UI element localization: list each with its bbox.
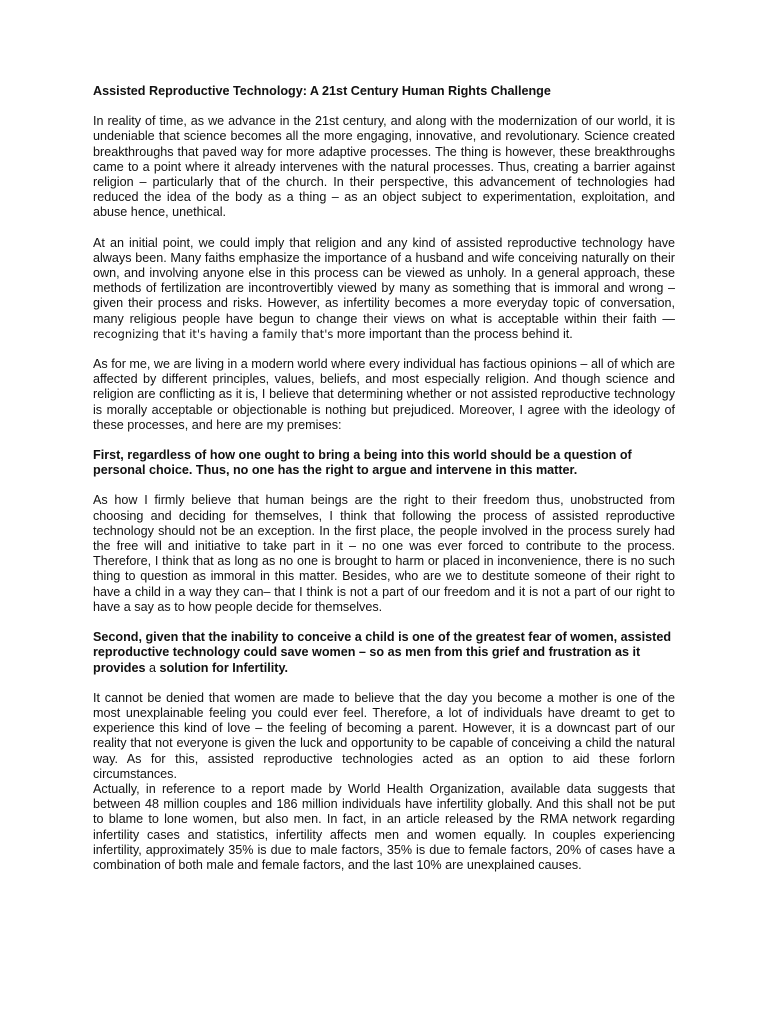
premise-two-end: solution for Infertility. bbox=[159, 660, 289, 675]
paragraph-religion bbox=[93, 236, 675, 342]
premise-two bbox=[93, 630, 675, 676]
paragraph-religion-thin-text: recognizing that it's having a family that's bbox=[93, 326, 334, 341]
paragraph-religion-end: more important than the process behind it. bbox=[336, 326, 573, 341]
premise-two-article: a bbox=[149, 660, 157, 675]
premise-two-text: Second, given that the inability to conceive a child is one of the greatest fear of women, assisted reproductive technology could save women – so as men from this grief and frustration as it provides bbox=[93, 630, 672, 675]
paragraph-freedom: As how I firmly believe that human beings are the right to their freedom thus, unobstructed from choosing and deciding for themselves, I think that following the process of assisted reproductive technology should not be an exception. In the first place, the people involved in the process surely had the free will and initiative to take part in it – no one was ever forced to contribute to the process. Therefore, I think that as long as no one is brought to harm or placed in inconvenience, there is no such thing to question as immoral in this matter. Besides, who are we to destitute someone of their right to have a child in a way they can– that I think is not a part of our freedom and it is not a part of our right to have a say as to how people decide for themselves. bbox=[93, 493, 675, 614]
paragraph-statistics: Actually, in reference to a report made by World Health Organization, available data suggests that between 48 million couples and 186 million individuals have infertility globally. And this shall not be put to blame to lone women, but also men. In fact, in an article released by the RMA network regarding infertility cases and statistics, infertility affects men and women equally. In couples experiencing infertility, approximately 35% is due to male factors, 35% is due to female factors, 20% of cases have a combination of both male and female factors, and the last 10% are unexplained causes. bbox=[93, 781, 675, 872]
premise-one: First, regardless of how one ought to bring a being into this world should be a question of personal choice. Thus, no one has the right to argue and intervene in this matter. bbox=[93, 448, 632, 478]
paragraph-religion-text: At an initial point, we could imply that religion and any kind of assisted reproductive technology have always been. Many faiths emphasize the importance of a husband and wife conceiving naturally on their own, and involving anyone else in this process can be viewed as unholy. In a general approach, these methods of fertilization are incontrovertibly viewed by many as something that is immoral and wrong – given their process and risks. However, as infertility becomes a more everyday topic of conversation, many religious people have begun to change their views on what is acceptable within their faith — bbox=[93, 235, 675, 326]
document-page bbox=[93, 84, 675, 888]
document-title: Assisted Reproductive Technology: A 21st Century Human Rights Challenge bbox=[93, 84, 551, 98]
paragraph-intro: In reality of time, as we advance in the 21st century, and along with the modernization of our world, it is undeniable that science becomes all the more engaging, innovative, and revolutionary. Science created breakthroughs that paved way for more adaptive processes. The thing is however, these breakthroughs came to a point where it already intervenes with the natural processes. Thus, creating a barrier against religion – particularly that of the church. In their perspective, this advancement of technologies had reduced the idea of the body as a thing – as an object subject to experimentation, exploitation, and abuse hence, unethical. bbox=[93, 114, 675, 220]
paragraph-opinion: As for me, we are living in a modern world where every individual has factious opinions – all of which are affected by different principles, values, beliefs, and most especially religion. And though science and religion are conflicting as it is, I believe that determining whether or not assisted reproductive technology is morally acceptable or objectionable is nothing but prejudiced. Moreover, I agree with the ideology of these processes, and here are my premises: bbox=[93, 357, 675, 432]
paragraph-motherhood: It cannot be denied that women are made to believe that the day you become a mother is one of the most unexplainable feeling you could ever feel. Therefore, a lot of individuals have dreamt to get to experience this kind of love – the feeling of becoming a parent. However, it is a downcast part of our reality that not everyone is given the luck and opportunity to be capable of conceiving a child the natural way. As for this, assisted reproductive technologies acted as an option to aid these forlorn circumstances. bbox=[93, 690, 675, 781]
